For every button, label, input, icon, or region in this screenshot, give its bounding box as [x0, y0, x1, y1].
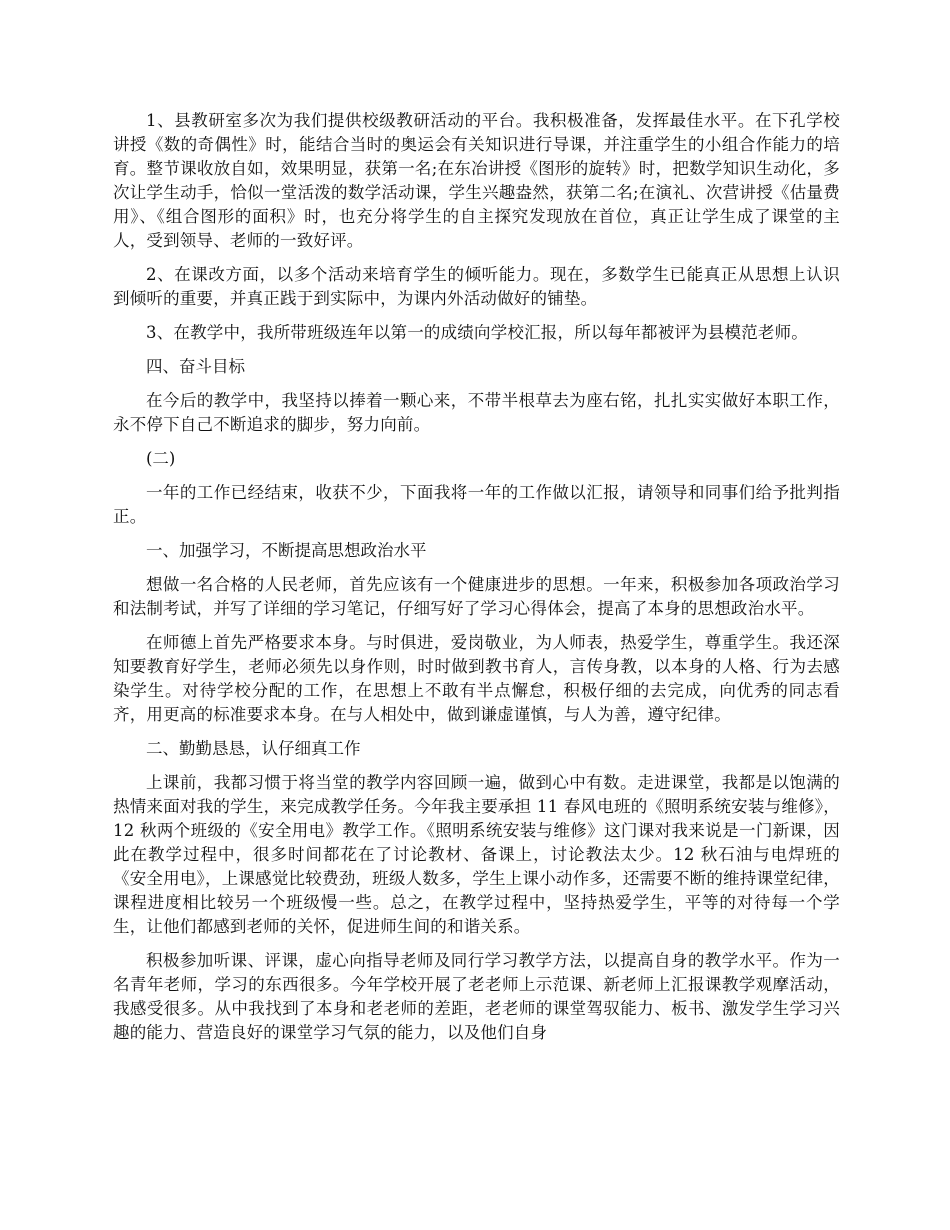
section-marker-two: (二): [146, 449, 176, 468]
paragraph-county-research-activities: 1、县教研室多次为我们提供校级教研活动的平台。我积极准备，发挥最佳水平。在下孔学校讲授《数的奇偶性》时，能结合当时的奥运会有关知识进行导课，并注重学生的小组合作能力的培育。整节课收放自如，效果明显，获第一名;在东冶讲授《图形的旋转》时，把数学知识生动化，多次让学生动手，恰似一堂活泼的数学活动课，学生兴趣盎然，获第二名;在演礼、次营讲授《估量费用》、《组合图形的面积》时，也充分将学生的自主探究发现放在首位，真正让学生成了课堂的主人，受到领导、老师的一致好评。: [113, 111, 840, 250]
paragraph-class-teaching: 上课前，我都习惯于将当堂的教学内容回顾一遍，做到心中有数。走进课堂，我都是以饱满的热情来面对我的学生，来完成教学任务。今年我主要承担 11 春风电班的《照明系统安装与维修》，12 秋两个班级的《安全用电》教学工作。《照明系统安装与维修》这门课对我来说是一门新课，因此在教学过程中，很多时间都花在了讨论教材、备课上，讨论教法太少。12 秋石油与电焊班的《安全用电》，上课感觉比较费劲，班级人数多，学生上课小动作多，还需要不断的维持课堂纪律，课程进度相比较另一个班级慢一些。总之，在教学过程中，坚持热爱学生，平等的对待每一个学生，让他们都感到老师的关怀，促进师生间的和谐关系。: [113, 773, 840, 936]
paragraph-future-goals: 在今后的教学中，我坚持以捧着一颗心来，不带半根草去为座右铭，扎扎实实做好本职工作，永不停下自己不断追求的脚步，努力向前。: [113, 391, 840, 434]
paragraph-teacher-ethics: 在师德上首先严格要求本身。与时俱进，爱岗敬业，为人师表，热爱学生，尊重学生。我还深知要教育好学生，老师必须先以身作则，时时做到教书育人，言传身教，以本身的人格、行为去感染学生。对待学校分配的工作，在思想上不敢有半点懈怠，积极仔细的去完成，向优秀的同志看齐，用更高的标准要求本身。在与人相处中，做到谦虚谨慎，与人为善，遵守纪律。: [113, 633, 840, 724]
document-body: [113, 109, 840, 1055]
paragraph-observe-lessons: 积极参加听课、评课，虚心向指导老师及同行学习教学方法，以提高自身的教学水平。作为一名青年老师，学习的东西很多。今年学校开展了老老师上示范课、新老师上汇报课教学观摩活动，我感受很多。从中我找到了本身和老老师的差距，老老师的课堂驾驭能力、板书、激发学生学习兴趣的能力、营造良好的课堂学习气氛的能力，以及他们自身: [113, 951, 840, 1042]
section-heading-diligent-work: 二、勤勤恳恳，认仔细真工作: [146, 739, 361, 758]
section-heading-study: 一、加强学习，不断提高思想政治水平: [146, 541, 427, 560]
paragraph-class-results: 3、在教学中，我所带班级连年以第一的成绩向学校汇报，所以每年都被评为县模范老师。: [146, 323, 808, 342]
section-heading-goals: 四、奋斗目标: [146, 357, 245, 376]
paragraph-curriculum-reform: 2、在课改方面，以多个活动来培育学生的倾听能力。现在，多数学生已能真正从思想上认识到倾听的重要，并真正践于到实际中，为课内外活动做好的铺垫。: [113, 265, 840, 308]
paragraph-year-summary-intro: 一年的工作已经结束，收获不少，下面我将一年的工作做以汇报，请领导和同事们给予批判指正。: [113, 483, 840, 526]
paragraph-political-study: 想做一名合格的人民老师，首先应该有一个健康进步的思想。一年来，积极参加各项政治学习和法制考试，并写了详细的学习笔记，仔细写好了学习心得体会，提高了本身的思想政治水平。: [113, 575, 840, 618]
